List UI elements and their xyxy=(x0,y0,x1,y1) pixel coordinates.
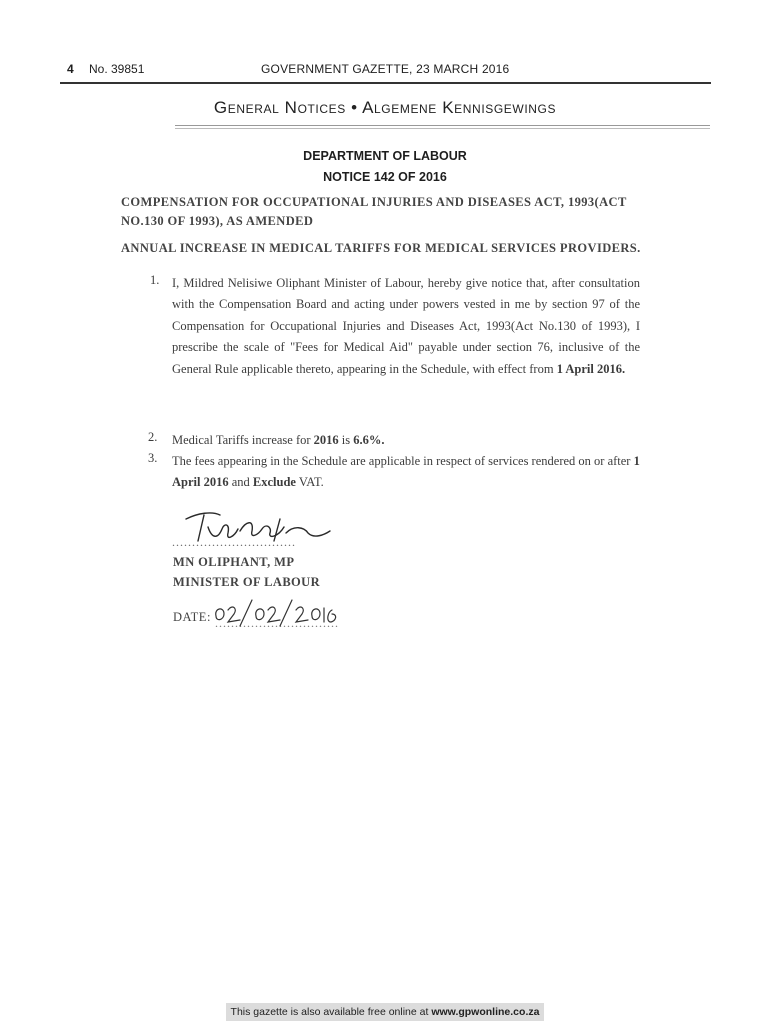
paragraph-number: 1. xyxy=(150,273,160,287)
paragraph-text: VAT. xyxy=(295,475,324,490)
notice-number: NOTICE 142 OF 2016 xyxy=(323,170,447,184)
footer-text: This gazette is also available free online at xyxy=(230,1006,432,1018)
paragraph-3 xyxy=(172,451,644,494)
header-divider xyxy=(60,82,711,84)
paragraph-text: is xyxy=(338,433,354,447)
paragraph-text: The fees appearing in the Schedule are applicable in respect of services rendered on or after xyxy=(172,454,634,468)
act-title-line-2: NO.130 OF 1993), AS AMENDED xyxy=(121,214,314,228)
signature-line: ............................... xyxy=(172,535,296,549)
paragraph-number: 3. xyxy=(148,451,158,465)
page-number: 4 xyxy=(67,62,74,76)
paragraph-text: and xyxy=(228,475,253,490)
section-divider xyxy=(175,128,710,129)
paragraph-1 xyxy=(172,273,640,380)
section-divider xyxy=(175,125,710,126)
gazette-title: GOVERNMENT GAZETTE, 23 MARCH 2016 xyxy=(261,62,510,76)
tariff-heading: ANNUAL INCREASE IN MEDICAL TARIFFS FOR MEDICAL SERVICES PROVIDERS. xyxy=(121,241,641,255)
signer-title: MINISTER OF LABOUR xyxy=(173,575,321,589)
effective-date: 1 April 2016 xyxy=(172,454,640,490)
paragraph-text: I, Mildred Nelisiwe Oliphant Minister of Labour, hereby give notice that, after consultation with the Compensation Board and acting under powers vested in me by section 97 of the Compensation for Occupational Injuries and Diseases Act, 1993(Act No.130 of 1993), I prescribe the scale of "Fees for Medical Aid" payable under section 76, inclusive of the General Rule applicable thereto, appearing in the Schedule, with effect from xyxy=(172,276,640,376)
paragraph-2 xyxy=(172,430,385,451)
date-label: DATE: xyxy=(173,610,211,624)
issue-number: No. 39851 xyxy=(89,62,145,76)
paragraph-number: 2. xyxy=(148,430,158,444)
act-title-line-1: COMPENSATION FOR OCCUPATIONAL INJURIES AND DISEASES ACT, 1993(ACT xyxy=(121,195,627,209)
paragraph-text: Medical Tariffs increase for xyxy=(172,433,314,447)
signer-name: MN OLIPHANT, MP xyxy=(173,555,295,569)
department-heading: DEPARTMENT OF LABOUR xyxy=(303,149,467,163)
section-title: General Notices • Algemene Kennisgewings xyxy=(213,98,557,117)
date-line: ............................... xyxy=(215,616,339,630)
handwritten-date xyxy=(210,596,360,630)
effective-date: 1 April 2016. xyxy=(556,361,626,376)
increase-percentage: 6.6%. xyxy=(353,433,385,447)
footer-link[interactable]: www.gpwonline.co.za xyxy=(431,1006,540,1018)
tariff-year: 2016 xyxy=(313,433,339,447)
footer-notice xyxy=(226,1003,544,1021)
vat-exclusion: Exclude xyxy=(252,475,296,490)
